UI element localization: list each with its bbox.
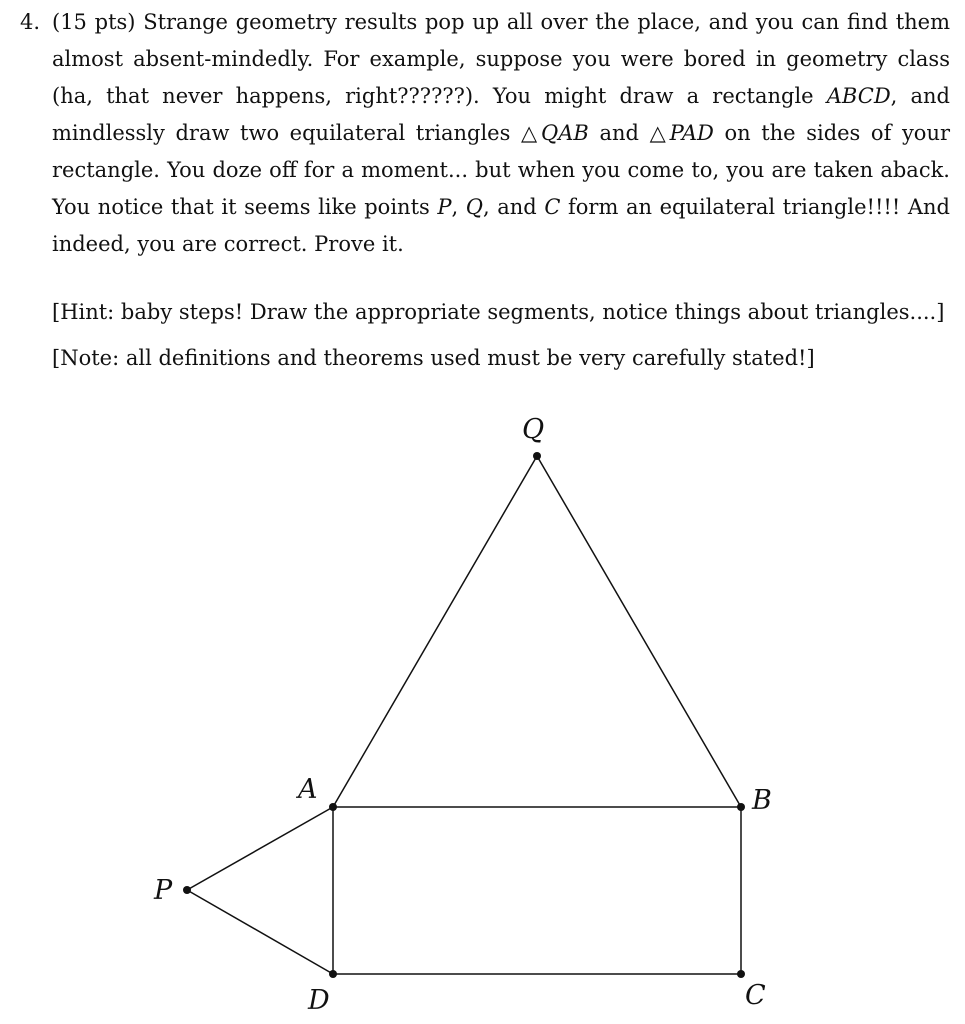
rectangle-name: ABCD bbox=[826, 84, 891, 108]
hint-text: [Hint: baby steps! Draw the appropriate segments, notice things about triangles....] bbox=[52, 300, 945, 324]
problem-number: 4. bbox=[20, 10, 41, 34]
segment-qa bbox=[333, 456, 537, 807]
point-p-name: P bbox=[437, 195, 452, 219]
segment-ap bbox=[187, 807, 333, 890]
problem-text-part-1: Strange geometry results pop up all over the place, and you can find them almost absent-mindedly. For example, suppose you were bored in geometry class (ha, that never happens, right??????). You might draw a rectangle bbox=[52, 10, 950, 108]
label-b: B bbox=[752, 785, 772, 816]
point-q-dot bbox=[533, 452, 541, 460]
point-d-dot bbox=[329, 970, 337, 978]
triangle-name-pad: PAD bbox=[669, 121, 714, 145]
point-q-name: Q bbox=[465, 195, 483, 219]
problem-text-part-4: on the sides of your rectangle. You doze off for a moment... but when you come to, you are taken aback. You notice that it seems like points bbox=[52, 121, 951, 219]
point-a-dot bbox=[329, 803, 337, 811]
segment-pd bbox=[187, 890, 333, 974]
label-c: C bbox=[745, 980, 766, 1011]
triangle-symbol-1: △ bbox=[520, 121, 542, 145]
segment-qb bbox=[537, 456, 741, 807]
figure-points bbox=[183, 452, 745, 978]
label-q: Q bbox=[522, 414, 545, 445]
note-text: [Note: all definitions and theorems used must be very carefully stated!] bbox=[52, 346, 815, 370]
separator-1: , bbox=[451, 195, 466, 219]
problem-text-part-5: form an equilateral triangle!!!! And indeed, you are correct. Prove it. bbox=[52, 195, 950, 256]
point-b-dot bbox=[737, 803, 745, 811]
label-a: A bbox=[298, 774, 318, 805]
label-p: P bbox=[154, 875, 173, 906]
triangle-name-qab: QAB bbox=[541, 121, 589, 145]
separator-2: , and bbox=[483, 195, 545, 219]
problem-points: (15 pts) bbox=[52, 10, 136, 34]
triangle-symbol-2: △ bbox=[649, 121, 670, 145]
point-c-dot bbox=[737, 970, 745, 978]
problem-text-part-2: , and mindlessly draw two equilateral triangles bbox=[52, 84, 951, 145]
problem-text-part-3: and bbox=[588, 121, 650, 145]
point-c-name: C bbox=[544, 195, 561, 219]
label-d: D bbox=[308, 985, 330, 1016]
point-p-dot bbox=[183, 886, 191, 894]
figure-segments bbox=[187, 456, 741, 974]
